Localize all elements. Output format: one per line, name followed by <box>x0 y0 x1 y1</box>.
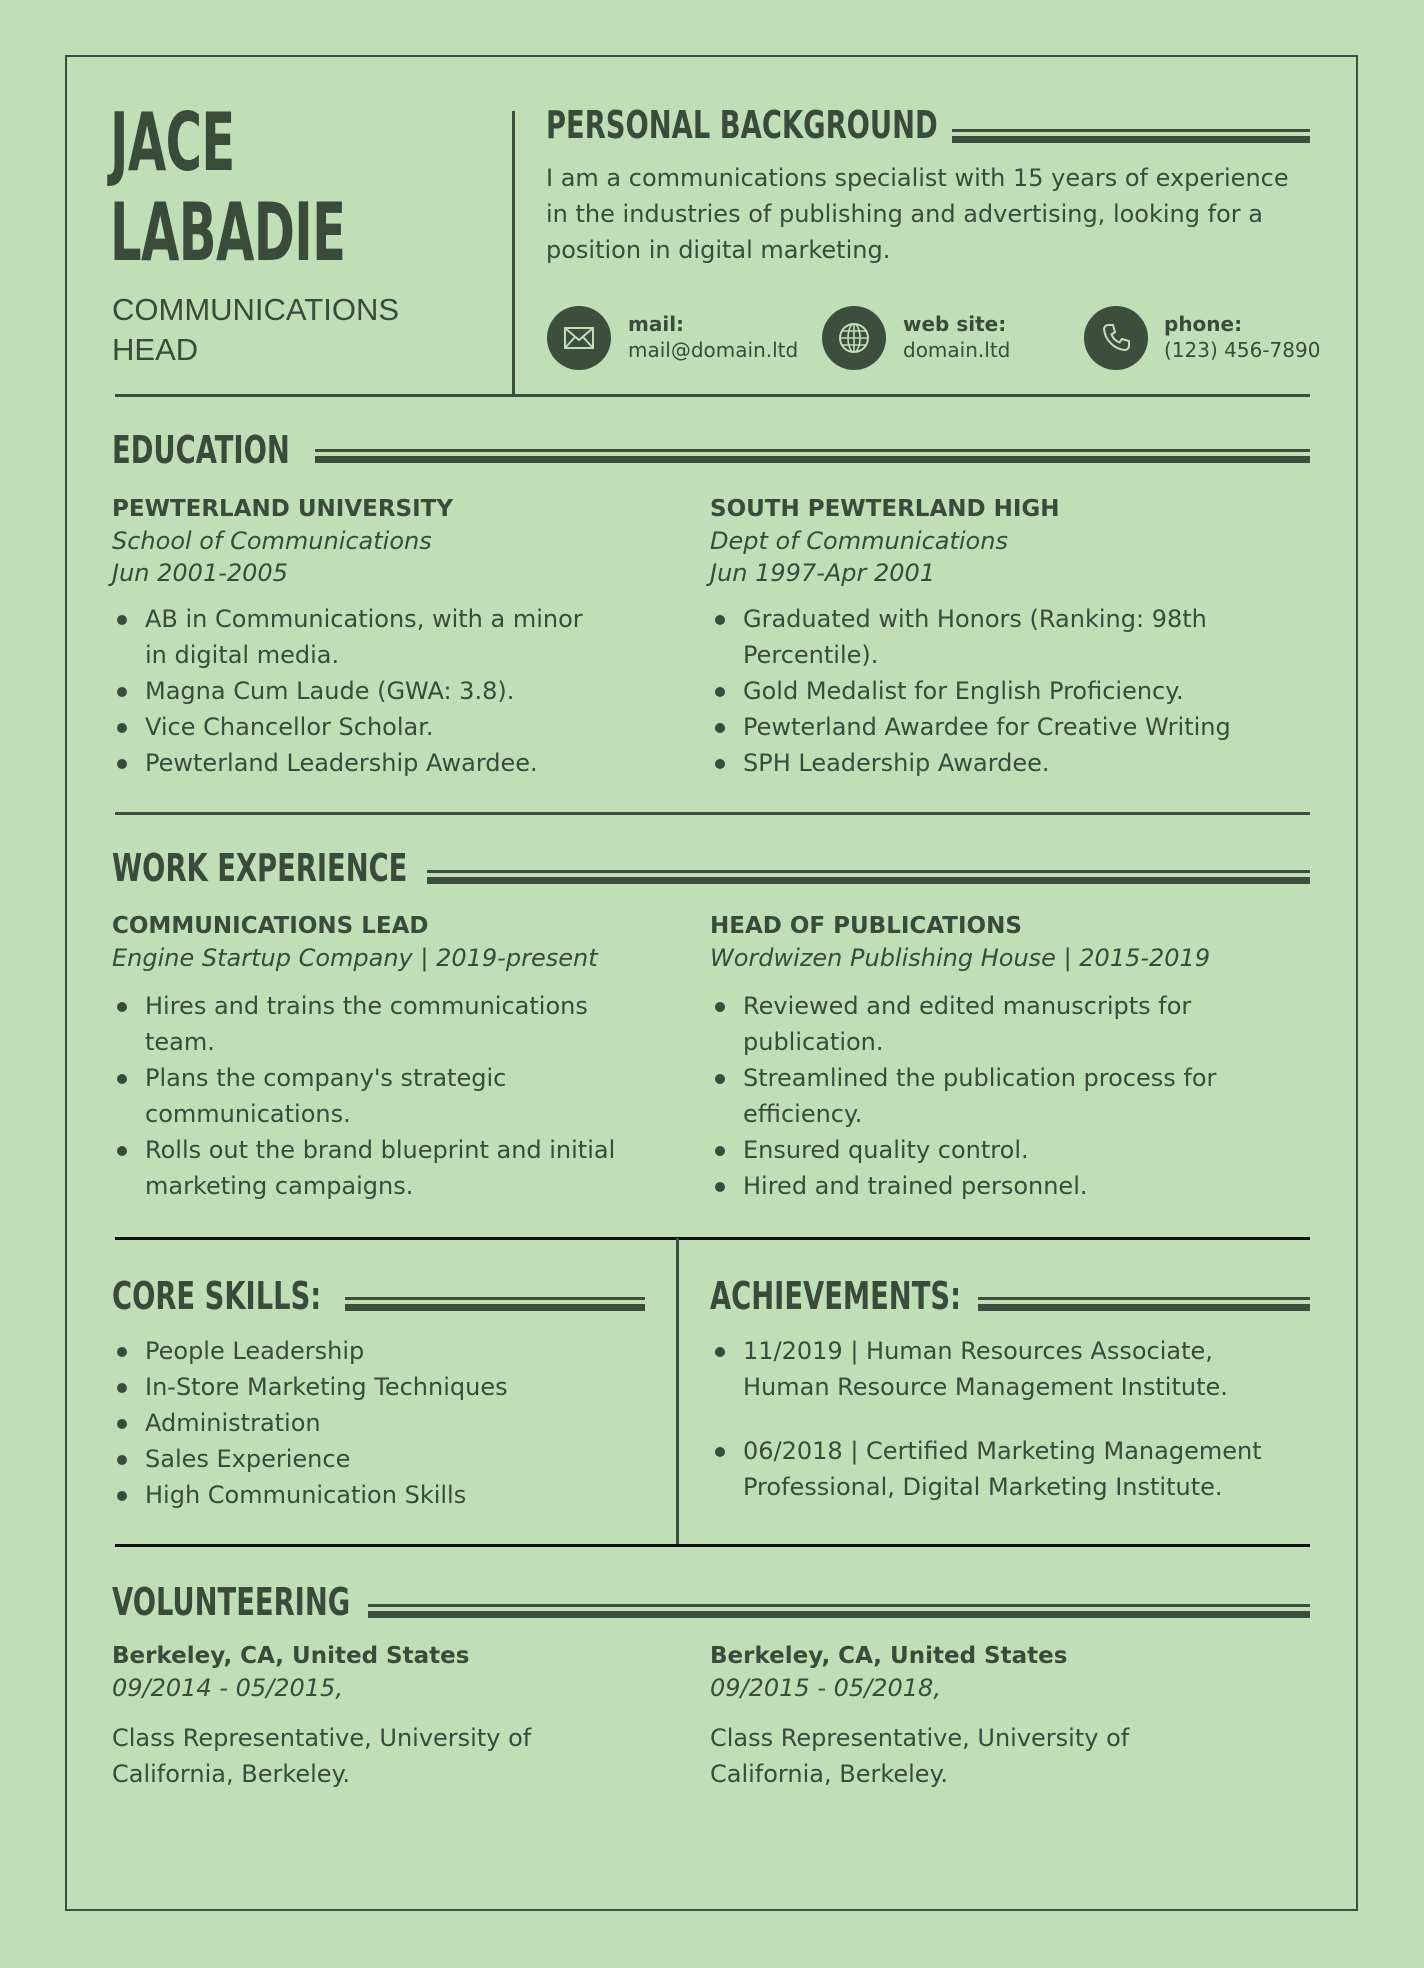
web-label: web site: <box>903 312 1007 336</box>
achievements-heading: ACHIEVEMENTS: <box>710 1274 962 1318</box>
list-item: In-Store Marketing Techniques <box>112 1369 652 1405</box>
list-item: Sales Experience <box>112 1441 652 1477</box>
header-divider <box>512 111 515 396</box>
globe-icon <box>822 306 886 370</box>
volunteer-place: Berkeley, CA, United States <box>710 1643 1068 1669</box>
list-item: Pewterland Leadership Awardee. <box>112 745 612 781</box>
list-item: Hires and trains the communications team. <box>112 988 632 1060</box>
work-right-list <box>710 988 1250 1204</box>
job-role: COMMUNICATIONS LEAD <box>112 913 429 939</box>
work-bottom-rule <box>115 1237 1310 1240</box>
list-item: Rolls out the brand blueprint and initial marketing campaigns. <box>112 1132 632 1204</box>
school-dept: Dept of Communications <box>710 527 1008 555</box>
job-title: COMMUNICATIONS HEAD <box>112 292 400 367</box>
list-item: Plans the company's strategic communications. <box>112 1060 632 1132</box>
list-item: Hired and trained personnel. <box>710 1168 1250 1204</box>
phone-icon <box>1084 306 1148 370</box>
volunteering-left <box>112 1640 612 1792</box>
list-item: SPH Leadership Awardee. <box>710 745 1250 781</box>
skills-divider <box>676 1238 679 1546</box>
achievements-heading-rule <box>978 1297 1310 1311</box>
education-heading: EDUCATION <box>112 428 290 472</box>
background-heading: PERSONAL BACKGROUND <box>546 103 938 147</box>
volunteer-place: Berkeley, CA, United States <box>112 1643 470 1669</box>
list-item: Graduated with Honors (Ranking: 98th Percentile). <box>710 601 1250 673</box>
background-heading-rule <box>952 129 1310 143</box>
skills-heading-rule <box>345 1297 645 1311</box>
volunteering-right <box>710 1640 1210 1792</box>
phone-value: (123) 456-7890 <box>1164 338 1321 362</box>
skills-heading: CORE SKILLS: <box>112 1274 322 1318</box>
school-dates: Jun 2001-2005 <box>112 559 288 587</box>
school-name: PEWTERLAND UNIVERSITY <box>112 496 454 522</box>
list-item: Ensured quality control. <box>710 1132 1250 1168</box>
contact-mail <box>628 311 798 363</box>
school-name: SOUTH PEWTERLAND HIGH <box>710 496 1060 522</box>
contact-web <box>903 311 1010 363</box>
list-item: Pewterland Awardee for Creative Writing <box>710 709 1250 745</box>
volunteer-dates: 09/2015 - 05/2018, <box>710 1674 941 1702</box>
envelope-icon <box>547 306 611 370</box>
education-heading-rule <box>315 449 1310 463</box>
header-bottom-rule <box>115 394 1310 397</box>
education-right-list <box>710 601 1250 781</box>
list-item: Gold Medalist for English Proficiency. <box>710 673 1250 709</box>
job-company: Engine Startup Company | 2019-present <box>112 944 598 972</box>
list-item: AB in Communications, with a minor in digital media. <box>112 601 612 673</box>
person-name: JACE LABADIE <box>110 96 346 279</box>
school-dates: Jun 1997-Apr 2001 <box>710 559 936 587</box>
background-text: I am a communications specialist with 15 years of experience in the industries of publishing and advertising, looking for a position in digital marketing. <box>546 164 1289 264</box>
education-left <box>112 493 612 781</box>
volunteering-heading-rule <box>368 1604 1310 1618</box>
list-item: Magna Cum Laude (GWA: 3.8). <box>112 673 612 709</box>
education-bottom-rule <box>115 812 1310 815</box>
list-item: Administration <box>112 1405 652 1441</box>
volunteer-dates: 09/2014 - 05/2015, <box>112 1674 343 1702</box>
work-heading: WORK EXPERIENCE <box>112 846 408 890</box>
education-right <box>710 493 1270 781</box>
list-item: Reviewed and edited manuscripts for publication. <box>710 988 1250 1060</box>
job-role: HEAD OF PUBLICATIONS <box>710 913 1022 939</box>
list-item: 06/2018 | Certified Marketing Management Professional, Digital Marketing Institute. <box>710 1433 1280 1505</box>
job-company: Wordwizen Publishing House | 2015-2019 <box>710 944 1211 972</box>
mail-value: mail@domain.ltd <box>628 338 799 362</box>
mail-label: mail: <box>628 312 685 336</box>
list-item: People Leadership <box>112 1333 652 1369</box>
work-right <box>710 910 1270 1204</box>
skills-list <box>112 1333 652 1513</box>
work-left <box>112 910 632 1204</box>
volunteer-text: Class Representative, University of California, Berkeley. <box>112 1724 532 1788</box>
list-item: High Communication Skills <box>112 1477 652 1513</box>
achievements-list <box>710 1333 1280 1505</box>
school-dept: School of Communications <box>112 527 432 555</box>
list-item: 11/2019 | Human Resources Associate, Human Resource Management Institute. <box>710 1333 1280 1405</box>
web-value: domain.ltd <box>903 338 1011 362</box>
contact-phone <box>1164 311 1320 363</box>
volunteer-text: Class Representative, University of California, Berkeley. <box>710 1724 1130 1788</box>
list-item: Vice Chancellor Scholar. <box>112 709 612 745</box>
volunteering-heading: VOLUNTEERING <box>112 1580 351 1624</box>
education-left-list <box>112 601 612 781</box>
skills-bottom-rule <box>115 1544 1310 1547</box>
work-heading-rule <box>427 870 1310 884</box>
phone-label: phone: <box>1164 312 1243 336</box>
list-item: Streamlined the publication process for efficiency. <box>710 1060 1250 1132</box>
work-left-list <box>112 988 632 1204</box>
